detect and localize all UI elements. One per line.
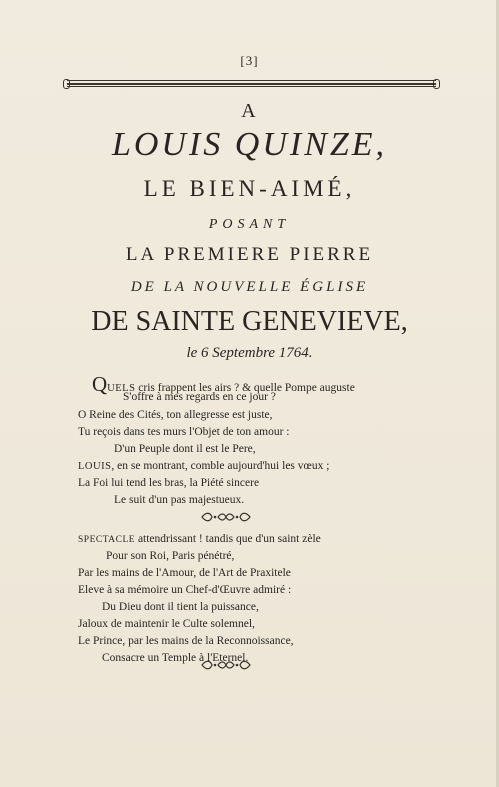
double-rule-divider	[63, 79, 440, 87]
verse-line: SPECTACLE attendrissant ! tandis que d'un saint zèle	[78, 533, 321, 545]
verse-line: Eleve à sa mémoire un Chef-d'Œuvre admiré :	[78, 584, 292, 596]
verse-line: D'un Peuple dont il est le Pere,	[114, 443, 256, 455]
heading-premiere-pierre: LA PREMIERE PIERRE	[125, 244, 374, 265]
verse-line: Du Dieu dont il tient la puissance,	[102, 601, 259, 613]
heading-date: le 6 Septembre 1764.	[186, 345, 313, 361]
verse-line: Jaloux de maintenir le Culte solemnel,	[78, 618, 255, 630]
fleuron-ornament-icon	[198, 511, 254, 523]
verse-line: Le suit d'un pas majestueux.	[114, 494, 245, 506]
verse-line: LOUIS, en se montrant, comble aujourd'hui les vœux ;	[78, 460, 330, 472]
poem-stanza-2	[78, 533, 438, 664]
heading-bien-aime: LE BIEN-AIMÉ,	[143, 176, 356, 201]
verse-line: QUELS cris frappent les airs ? & quelle Pompe auguste	[92, 372, 355, 396]
verse-line: Le Prince, par les mains de la Reconnoissance,	[78, 635, 294, 647]
drop-cap: Q	[92, 372, 108, 396]
heading-louis-quinze: LOUIS QUINZE,	[111, 126, 388, 163]
verse-line: Consacre un Temple à l'Eternel.	[102, 652, 249, 664]
verse-line: La Foi lui tend les bras, la Piété sincere	[78, 477, 260, 489]
fleuron-ornament-icon	[198, 659, 254, 671]
verse-line: Par les mains de l'Amour, de l'Art de Praxitele	[78, 567, 291, 579]
heading-posant: POSANT	[208, 217, 291, 232]
page-number: [3]	[240, 53, 259, 68]
rule-cap-right	[433, 79, 440, 89]
verse-line: O Reine des Cités, ton allegresse est juste,	[78, 409, 273, 421]
verse-line: Pour son Roi, Paris pénétré,	[106, 550, 235, 562]
poem-stanza-1	[78, 374, 438, 504]
heading-nouvelle-eglise: DE LA NOUVELLE ÉGLISE	[130, 279, 369, 295]
heading-sainte-genevieve: DE SAINTE GENEVIEVE,	[91, 306, 408, 337]
verse-line: Tu reçois dans tes murs l'Objet de ton amour :	[78, 426, 290, 438]
heading-a: A	[241, 100, 258, 122]
verse-line: S'offre à mes regards en ce jour ?	[123, 391, 276, 403]
